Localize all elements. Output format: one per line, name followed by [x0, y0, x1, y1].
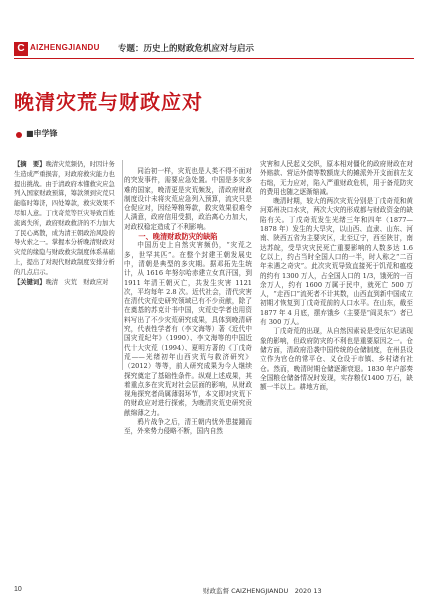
body-paragraph: 晚清时期，较大的两次灾荒分别是丁戊奇荒和黄河郑州决口水灾，两次大灾的形成都与财政资金的缺陷有关。丁戊奇荒发生光绪三年和四年（1877—1878 年）发生的大旱灾，以山西、直隶、山东、河南、陕西五省为主要灾区，北至辽宁，西至陕甘，南达苏皖，受旱灾灾民死亡重要影响的人数多达 1.6 亿以上，约占当时全国人口的一半，时人称之“二百年未遇之奇灾”。此次灾荒导致直接死于饥荒和瘟疫的约有 1300 万人，占全国人口的 1/3，饿死的一百余万人，约有 1600 万属于民中，就死亡 500 万人，“走西口”流死者不计其数，山西直到新中国成立初期才恢复到丁戊奇荒前的人口水平。在山东，截至 1877 年 4 月底，摆弃饿乡（主要是“阎灵东”）者已有 300 万人。: [260, 197, 413, 327]
abstract-label: 【摘 要】: [14, 161, 46, 168]
header-divider: [14, 58, 414, 59]
body-paragraph: 灾害和人民起义交织，原本相对僵化的政府财政在对外赔款、营运外债等数额庞大的摊派外开支面前左支右绌，无力应对，陷入严重财政危机，用于备荒防灾的费用也随之逐渐缩减。: [260, 160, 413, 196]
keywords-text: 晚清 灾荒 财政应对: [45, 278, 109, 286]
journal-logo-text: AIZHENGJIANDU: [30, 43, 100, 52]
body-paragraph: 同治初一样，灾荒也是人类不得不面对的突发事件，需要应急处置。中国是多灾多难的国家，晚清更是灾荒频发，清政府财政制度设计未将灾荒应急列入预算，流灾只是仓促应对，因经筹粮筹款，救灾效果很难令人满意，政府信用受损，政治离心力加大，对政权稳定造成了不利影响。: [124, 167, 252, 231]
body-paragraph: 鸦片战争之后，清王朝内忧外患接踵而至，外来势力侵略不断，国内自然: [124, 418, 252, 436]
footer-journal-info: 财政监督 CAIZHENGJIANDU 2020 13: [203, 587, 322, 595]
article-author: ■申学锋: [26, 129, 58, 138]
abstract-block: [14, 160, 117, 287]
top-margin: [0, 0, 427, 40]
author-bullet-icon: [16, 132, 22, 138]
body-column-2: [260, 160, 413, 392]
body-column-1: [124, 167, 252, 437]
body-paragraph: 丁戊奇荒的出现，从自然因素说是受厄尔尼诺现象的影响，但政府防灾的不利也是重要原因之一。仓储方面，清政府沿袭中国传统的仓储制度，在州县设立作为官仓的常平仓、义仓设于市镇、乡村诸有社仓。然而，晚清时期仓储逐渐衰退。1830 年户部奏全国粮仓储备情况时发现，实存粮仅1400 万石，缺额一半以上。耕地方面，: [260, 327, 413, 392]
journal-logo-mark: C: [14, 42, 28, 56]
page-number: 10: [14, 586, 22, 593]
section-heading: 一、晚清财政防灾的缺陷: [138, 232, 218, 242]
abstract-divider: [122, 160, 123, 370]
keywords-label: 【关键词】: [14, 278, 46, 286]
column-tag: 专题：历史上的财政危机应对与启示: [118, 44, 255, 54]
article-title: 晚清灾荒与财政应对: [14, 90, 203, 114]
body-paragraph: 中国历史上自然灾害频仍，“灾荒之多，世罕其匹”。在整个封建王朝发展史中，清朝是典型的多灾期。据邓拓先生统计，从 1616 年努尔哈赤建立女真汗国，到 1911 年清王朝灭亡，共发生灾害 1121 次，平均每年 2.8 次。近代社会，清代灾害在清代灾荒史研究领域已有不少贡献，除了在奠基的苏克计书中国，灾荒史学者也用资料写出了不少灾荒研究成果，具体到晚清研究，代表性学者有（李文海等）著《近代中国灾荒纪年》（1990）、李文海等的中国近代十大灾荒（1994）、夏明方著的《丁戊奇荒——光绪初年山西灾荒与救济研究》（2012）等等，前人研究成果为今人继续探究奠定了基础性条件。纵观上述成果，其着重点多在灾荒对社会层面的影响，从财政视角探究者尚属薄弱环节，本文即对灾荒下的财政应对进行探索，为晚清灾荒史研究贡献绵薄之力。: [124, 241, 252, 417]
abstract-text: 晚清灾荒频仍，时因计务生造成严重损害，对政府救灾能力也提出挑战。由于清政府本懂救灾应急列入国家财政预算，筹款须到灾荒只能临时筹济，四处筹款，救灾效果不尽如人意。丁戊奇荒等巨灾导致百姓流离失所，政府财政救济的不力加大了民心离散，成为清王朝政治风险的导火索之一。掌握本分析晚清财政对灾荒的缘隐与财政救灾制度体系基础上，提出了对现代财政制度安排分析的几点启示。: [14, 161, 115, 276]
keywords-line: [14, 278, 117, 288]
